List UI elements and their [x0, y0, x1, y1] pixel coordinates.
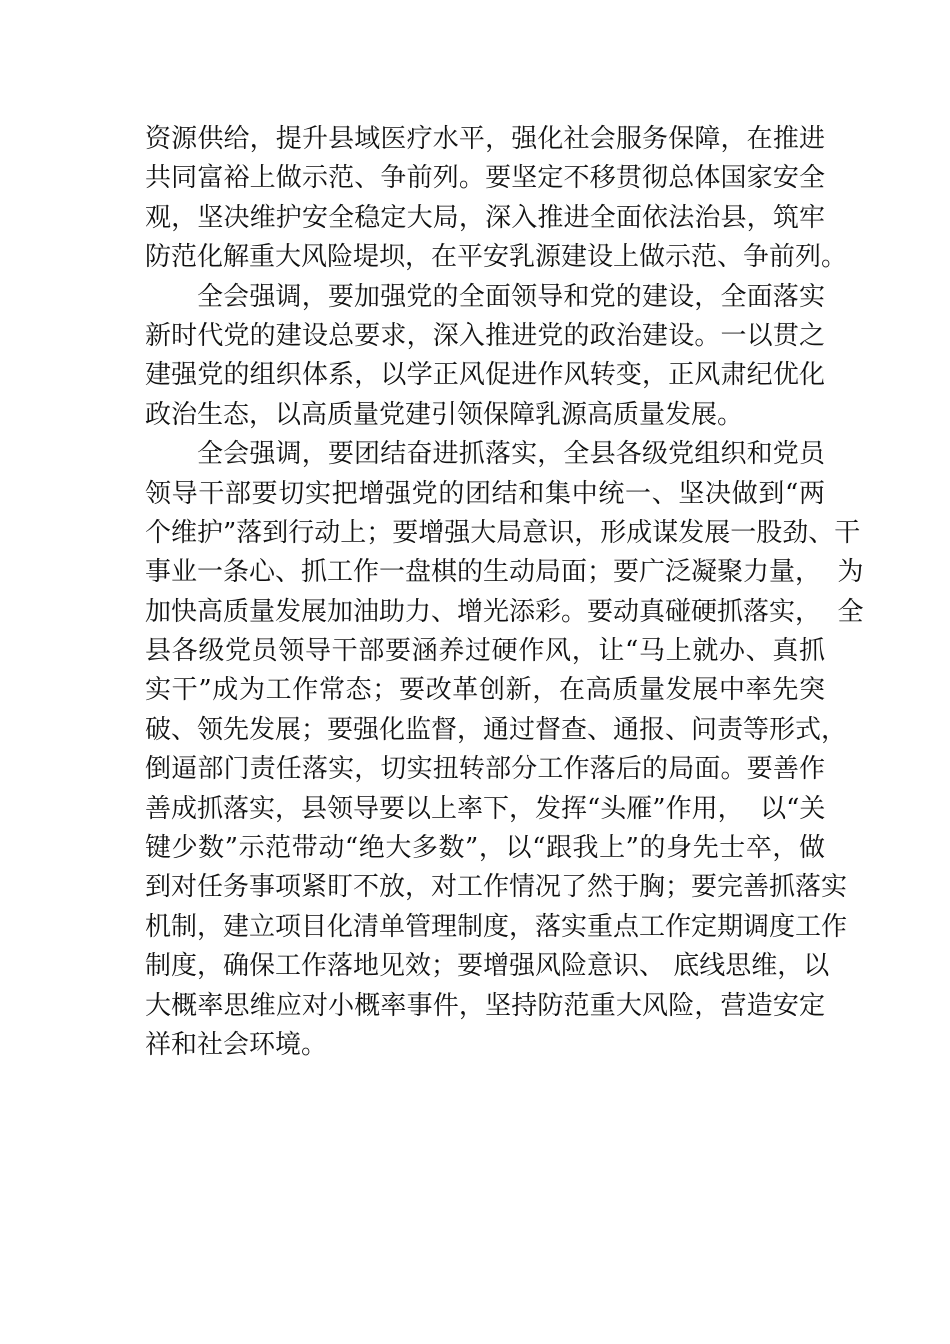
- text-line: 祥和社会环境。: [145, 1029, 328, 1060]
- text-line: 建强党的组织体系，以学正风促进作风转变，正风肃纪优化: [145, 360, 825, 391]
- text-line: 领导干部要切实把增强党的团结和集中统一、坚决做到“两: [145, 478, 825, 509]
- text-line: 大概率思维应对小概率事件，坚持防范重大风险，营造安定: [145, 990, 825, 1021]
- text-line: 倒逼部门责任落实，切实扭转部分工作落后的局面。要善作: [145, 754, 825, 785]
- text-line: 键少数”示范带动“绝大多数”，以“跟我上”的身先士卒，做: [145, 833, 825, 864]
- text-line: 观，坚决维护安全稳定大局，深入推进全面依法治县，筑牢: [145, 202, 825, 233]
- text-line: 加快高质量发展加油助力、增光添彩。要动真碰硬抓落实， 全: [145, 596, 864, 627]
- text-line: 县各级党员领导干部要涵养过硬作风，让“马上就办、真抓: [145, 636, 825, 667]
- text-line: 新时代党的建设总要求，深入推进党的政治建设。一以贯之: [145, 320, 825, 351]
- text-line: 个维护”落到行动上；要增强大局意识，形成谋发展一股劲、干: [145, 517, 861, 548]
- body-text: [145, 120, 864, 1065]
- text-line: 制度，确保工作落地见效；要增强风险意识、 底线思维，以: [145, 951, 830, 982]
- text-line: 资源供给，提升县域医疗水平，强化社会服务保障，在推进: [145, 124, 825, 154]
- text-line: 事业一条心、抓工作一盘棋的生动局面；要广泛凝聚力量， 为: [145, 557, 864, 588]
- text-line: 善成抓落实，县领导要以上率下，发挥“头雁”作用， 以“关: [145, 793, 826, 824]
- text-line: 机制，建立项目化清单管理制度，落实重点工作定期调度工作: [145, 911, 848, 942]
- text-line: 到对任务事项紧盯不放，对工作情况了然于胸；要完善抓落实: [145, 872, 848, 903]
- paragraph-start-line: 全会强调，要团结奋进抓落实，全县各级党组织和党员: [197, 439, 825, 470]
- text-line: 实干”成为工作常态；要改革创新，在高质量发展中率先突: [145, 675, 825, 706]
- paragraph-start-line: 全会强调，要加强党的全面领导和党的建设，全面落实: [197, 281, 825, 312]
- text-line: 政治生态，以高质量党建引领保障乳源高质量发展。: [145, 399, 744, 430]
- text-line: 防范化解重大风险堤坝，在平安乳源建设上做示范、争前列。: [145, 242, 848, 273]
- text-line: 破、领先发展；要强化监督，通过督查、通报、问责等形式，: [145, 714, 848, 745]
- text-line: 共同富裕上做示范、争前列。要坚定不移贯彻总体国家安全: [145, 163, 825, 194]
